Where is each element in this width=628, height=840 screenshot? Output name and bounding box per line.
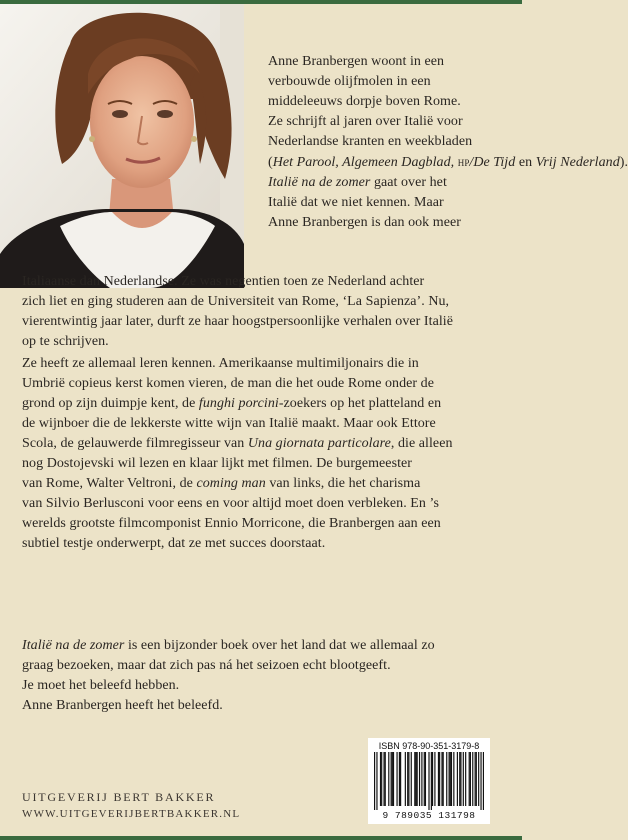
publisher-name: UITGEVERIJ BERT BAKKER <box>22 790 216 804</box>
text-line: Anne Branbergen is dan ook meer <box>268 215 461 230</box>
barcode-bar <box>380 752 381 806</box>
barcode-bar <box>450 752 451 806</box>
text-fragment: en <box>515 155 536 170</box>
text-line: Ze heeft ze allemaal leren kennen. Amerikaanse multimiljonairs die in <box>22 356 419 371</box>
text-line: de wijnboer die de lekkerste witte wijn van Italië maakt. Maar ook Ettore <box>22 416 436 431</box>
barcode-bar <box>459 752 460 806</box>
barcode-bar <box>431 752 432 810</box>
barcode-bar <box>470 752 471 806</box>
text-fragment: gaat over het <box>370 175 447 190</box>
barcode-bar <box>381 752 382 806</box>
isbn-label: ISBN 978-90-351-3179-8 <box>378 741 480 751</box>
text-fragment: grond op zijn duimpje kent, de <box>22 396 199 411</box>
barcode-bar <box>393 752 394 806</box>
barcode-bar <box>463 752 464 806</box>
author-photo <box>0 4 244 288</box>
barcode-bar <box>480 752 481 810</box>
text-line: op te schrijven. <box>22 334 109 349</box>
barcode-bar <box>425 752 426 806</box>
text-line: middeleeuws dorpje boven Rome. <box>268 94 461 109</box>
barcode-bar <box>424 752 425 806</box>
barcode-bar <box>408 752 409 806</box>
barcode-bar <box>414 752 415 806</box>
text-line: subtiel testje onderwerpt, dat ze met succes doorstaat. <box>22 536 326 551</box>
text-fragment: is een bijzonder boek over het land dat we allemaal zo <box>124 638 435 653</box>
publisher-website: WWW.UITGEVERIJBERTBAKKER.NL <box>22 808 241 820</box>
barcode-bar <box>457 752 458 806</box>
intro-text-right-column <box>268 52 628 233</box>
paragraph-1 <box>22 272 508 352</box>
text-line: graag bezoeken, maar dat zich pas ná het seizoen echt blootgeeft. <box>22 658 391 673</box>
barcode-bar <box>476 752 477 806</box>
italic-term: coming man <box>196 476 266 491</box>
text-line <box>22 636 508 656</box>
title-line <box>268 173 508 193</box>
text-line: werelds grootste filmcomponist Ennio Morricone, die Branbergen aan een <box>22 516 441 531</box>
text-fragment: van links, die het charisma <box>265 476 421 491</box>
text-line: Umbrië copieus kerst komen vieren, de man die het oude Rome onder de <box>22 376 434 391</box>
barcode-bar <box>388 752 389 806</box>
barcode-bar <box>460 752 461 806</box>
text-line: Italië dat we niet kennen. Maar <box>268 195 444 210</box>
text-fragment: Scola, de gelauwerde filmregisseur van <box>22 436 248 451</box>
barcode-bar <box>432 752 433 806</box>
barcode-bar <box>417 752 418 806</box>
barcode-bar <box>428 752 429 810</box>
barcode-bar <box>451 752 452 806</box>
text-line: Italiaanse dan Nederlandse. Ze was negentien toen ze Nederland achter <box>22 274 425 289</box>
text-fragment: -zoekers op het platteland en <box>278 396 442 411</box>
text-line: vierentwintig jaar later, durft ze haar hoogstpersoonlijke verhalen over Italië <box>22 314 453 329</box>
barcode-bar <box>441 752 442 806</box>
barcode-bar <box>396 752 397 806</box>
paragraph-3 <box>22 636 508 716</box>
text-line <box>22 434 508 454</box>
barcode-bar <box>438 752 439 806</box>
book-title: Italië na de zomer <box>268 175 371 190</box>
text-line: verbouwde olijfmolen in een <box>268 74 431 89</box>
barcode-bar <box>391 752 392 806</box>
barcode-bar <box>400 752 401 806</box>
text-fragment: van Rome, Walter Veltroni, de <box>22 476 197 491</box>
publication-hp: hp <box>457 154 470 169</box>
text-line <box>22 474 508 494</box>
text-line: Ze schrijft al jaren over Italië voor <box>268 114 463 129</box>
text-line: Je moet het beleefd hebben. <box>22 678 180 693</box>
text-line: zich liet en ging studeren aan de Universiteit van Rome, ‘La Sapienza’. Nu, <box>22 294 450 309</box>
barcode-bar <box>419 752 420 806</box>
text-line: Anne Branbergen woont in een <box>268 54 445 69</box>
text-line <box>22 394 508 414</box>
barcode-icon <box>374 752 484 810</box>
barcode-bar <box>475 752 476 806</box>
barcode-bar <box>411 752 412 806</box>
barcode-bar <box>472 752 473 806</box>
barcode-bar <box>374 752 375 810</box>
barcode-bar <box>385 752 386 806</box>
barcode-number: 9 789035 131798 <box>382 810 476 821</box>
publications-line <box>268 152 628 173</box>
text-fragment: , die alleen <box>390 436 453 451</box>
book-title: Italië na de zomer <box>22 638 125 653</box>
paragraph-2 <box>22 354 508 554</box>
barcode-bar <box>407 752 408 806</box>
barcode-bar <box>478 752 479 806</box>
text-fragment: ( <box>268 155 273 170</box>
publication-names: Het Parool, Algemeen Dagblad, <box>272 155 455 170</box>
barcode-bar <box>421 752 422 806</box>
barcode-bar <box>469 752 470 806</box>
publication-vrij-nederland: Vrij Nederland <box>535 155 620 170</box>
text-line: Nederlandse kranten en weekbladen <box>268 134 473 149</box>
barcode-bar <box>383 752 384 806</box>
italic-term: funghi porcini <box>198 396 279 411</box>
isbn-barcode <box>368 738 490 824</box>
text-line: nog Dostojevski wil lezen en klaar lijkt met filmen. De burgemeester <box>22 456 412 471</box>
barcode-bar <box>449 752 450 806</box>
barcode-bar <box>453 752 454 806</box>
barcode-bar <box>399 752 400 806</box>
barcode-bar <box>392 752 393 806</box>
film-title: Una giornata particolare <box>247 436 391 451</box>
text-line: van Silvio Berlusconi voor eens en voor altijd moet doen verbleken. En ’s <box>22 496 439 511</box>
text-line: Anne Branbergen heeft het beleefd. <box>22 698 223 713</box>
barcode-bar <box>443 752 444 806</box>
barcode-bar <box>446 752 447 806</box>
bottom-accent-rule <box>0 836 522 840</box>
barcode-bar <box>376 752 377 810</box>
barcode-bar <box>483 752 484 810</box>
barcode-bar <box>415 752 416 806</box>
barcode-bar <box>405 752 406 806</box>
barcode-bar <box>434 752 435 806</box>
text-fragment: ). <box>619 155 628 170</box>
barcode-bar <box>465 752 466 806</box>
barcode-bar <box>439 752 440 806</box>
publication-de-tijd: /De Tijd <box>469 155 516 170</box>
